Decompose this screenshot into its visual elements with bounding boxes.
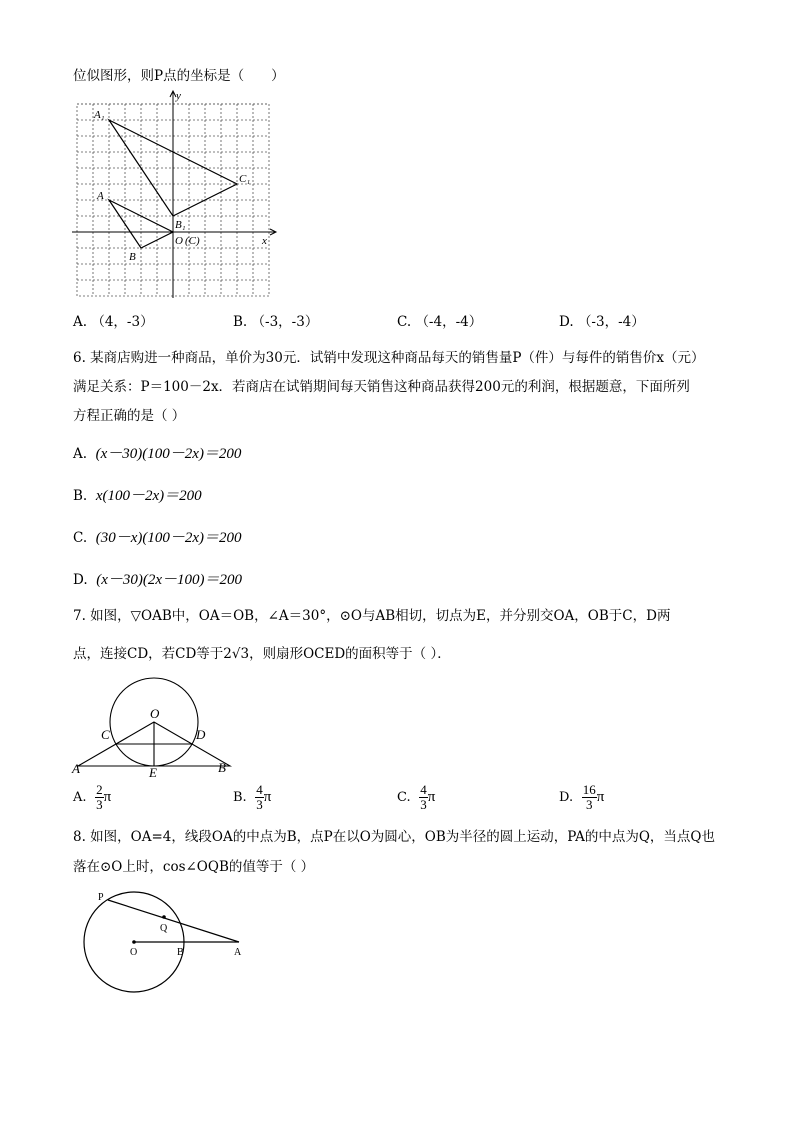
- q8-line2: 落在⊙O上时，cos∠OQB的值等于（ ）: [73, 859, 315, 875]
- point-o: [132, 940, 136, 944]
- label-b: B: [129, 251, 136, 263]
- label-o: O: [150, 706, 160, 721]
- q6-option-c[interactable]: C. (30－x)(100－2x)＝200: [73, 530, 242, 546]
- label-o: O: [130, 947, 138, 958]
- label-a: A: [72, 761, 80, 776]
- q5-coordinate-figure: [72, 88, 282, 300]
- fraction: $\frac{4}{3}$: [256, 782, 263, 812]
- label-p: P: [98, 892, 104, 903]
- fraction: $\frac{16}{3}$: [582, 782, 596, 812]
- segment-pa: [108, 900, 239, 942]
- label-c: C: [101, 727, 110, 742]
- label-b1: B₁: [175, 219, 186, 231]
- q7-line2: 点，连接CD，若CD等于2√3，则扇形OCED的面积等于（ ）．: [73, 646, 451, 662]
- label-x: x: [262, 235, 267, 247]
- point-q: [162, 915, 166, 919]
- q5-option-c[interactable]: C. （-4，-4）: [397, 314, 483, 330]
- label-a1: A₁: [94, 109, 105, 121]
- q6-line2: 满足关系：P＝100－2x．若商店在试销期间每天销售这种商品获得200元的利润，根据题意，下面所列: [73, 379, 690, 395]
- label-c1: C₁: [239, 173, 251, 185]
- q8-line1: 8. 如图，OA=4，线段OA的中点为B，点P在以O为圆心，OB为半径的圆上运动，PA的中点为Q，当点Q也: [73, 829, 715, 845]
- label-d: D: [196, 727, 206, 742]
- q7-line1: 7. 如图，▽OAB中，OA＝OB，∠A＝30°，⊙O与AB相切，切点为E，并分别交OA，OB于C，D两: [73, 608, 671, 624]
- q7-option-d[interactable]: D. $\frac{16}{3}$ π: [559, 782, 605, 812]
- label-o: O: [175, 235, 183, 247]
- q5-stem: 位似图形，则P点的坐标是（ ）: [73, 68, 285, 84]
- label-a: A: [234, 947, 242, 958]
- q7-option-c[interactable]: C. $\frac{4}{3}$ π: [397, 782, 436, 812]
- q5-option-a[interactable]: A. （4，-3）: [73, 314, 154, 330]
- q6-line3: 方程正确的是（ ）: [73, 408, 186, 424]
- q6-option-d[interactable]: D. (x－30)(2x－100)＝200: [73, 572, 243, 588]
- q8-circle-figure: [80, 888, 250, 1004]
- label-c: (C): [185, 235, 200, 247]
- q7-option-b[interactable]: B. $\frac{4}{3}$ π: [233, 782, 272, 812]
- label-q: Q: [160, 923, 168, 934]
- q6-option-a[interactable]: A. (x－30)(100－2x)＝200: [73, 446, 242, 462]
- q6-option-b[interactable]: B. x(100－2x)＝200: [73, 488, 202, 504]
- q7-option-a[interactable]: A. $\frac{2}{3}$ π: [73, 782, 112, 812]
- q6-line1: 6. 某商店购进一种商品，单价为30元．试销中发现这种商品每天的销售量P（件）与每件的销售价x（元）: [73, 350, 705, 366]
- q5-option-b[interactable]: B. （-3，-3）: [233, 314, 319, 330]
- fraction: $\frac{4}{3}$: [420, 782, 427, 812]
- label-y: y: [176, 90, 181, 102]
- q7-circle-figure: [70, 674, 240, 782]
- label-e: E: [149, 765, 157, 780]
- label-b: B: [177, 947, 184, 958]
- label-a: A: [97, 190, 104, 202]
- label-b: B: [218, 760, 226, 775]
- q5-option-d[interactable]: D. （-3，-4）: [559, 314, 645, 330]
- fraction: $\frac{2}{3}$: [96, 782, 103, 812]
